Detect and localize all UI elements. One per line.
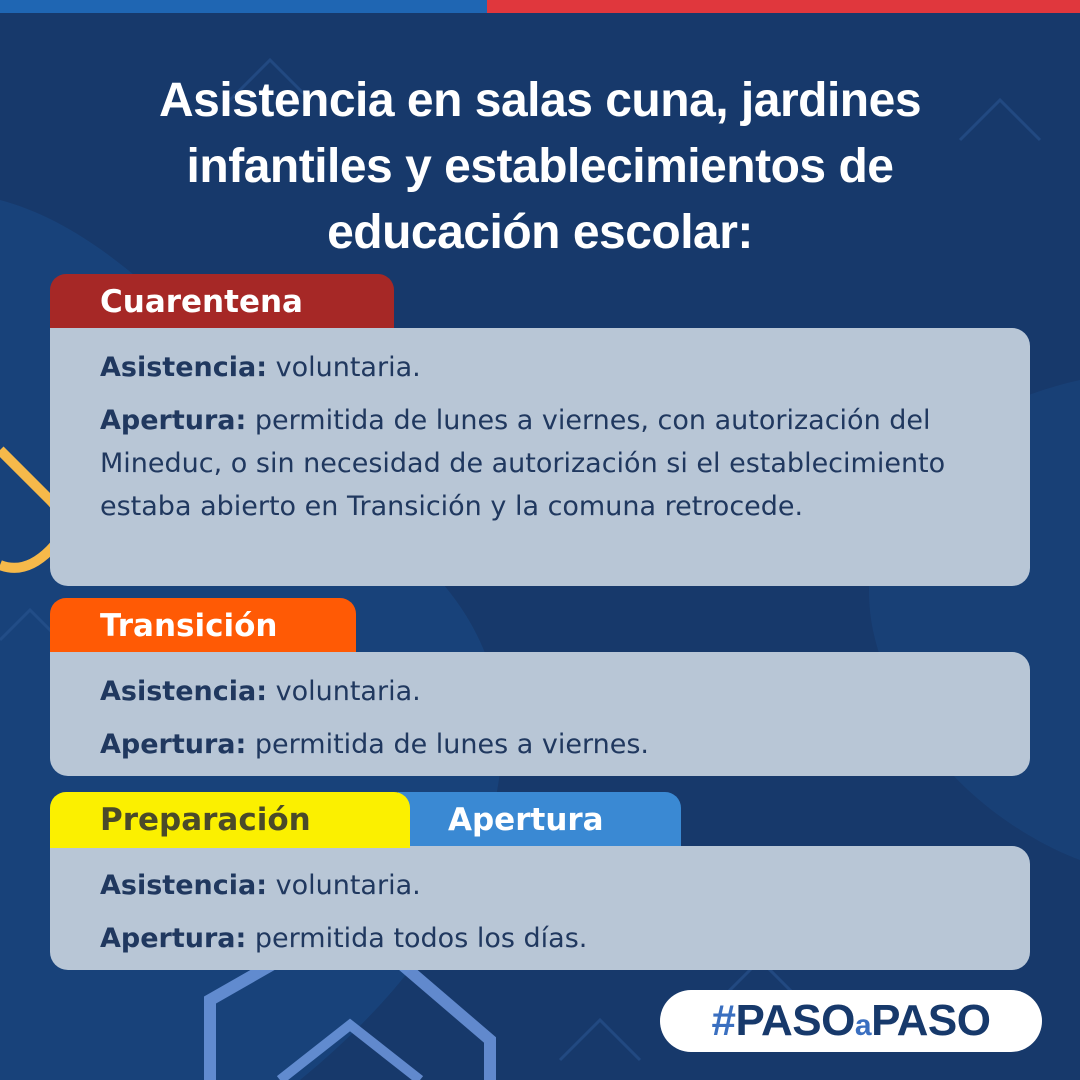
info-row — [100, 346, 990, 389]
card-transicion — [50, 652, 1030, 776]
tab-preparacion: Preparación — [50, 792, 410, 848]
chevron-pattern-icon — [560, 1020, 640, 1060]
info-text: voluntaria. — [275, 870, 421, 901]
info-label: Apertura: — [100, 405, 247, 436]
hashtag-connector: a — [854, 1009, 872, 1042]
hashtag-word-2: PASO — [871, 996, 991, 1045]
card-cuarentena — [50, 328, 1030, 586]
info-text: voluntaria. — [275, 352, 421, 383]
card-preparacion-apertura — [50, 846, 1030, 970]
info-text: voluntaria. — [275, 676, 421, 707]
hashtag-word-1: PASO — [735, 996, 855, 1045]
info-label: Apertura: — [100, 729, 247, 760]
info-label: Asistencia: — [100, 870, 268, 901]
info-row — [100, 864, 990, 907]
tab-transicion: Transición — [50, 598, 356, 654]
hashtag-symbol: # — [711, 996, 736, 1045]
info-text: permitida todos los días. — [254, 923, 588, 954]
tab-cuarentena: Cuarentena — [50, 274, 394, 330]
info-row — [100, 723, 990, 766]
info-label: Asistencia: — [100, 676, 268, 707]
hashtag-paso-a-paso — [660, 990, 1042, 1052]
info-label: Asistencia: — [100, 352, 268, 383]
top-bar-blue — [0, 0, 487, 13]
title-line-3: educación escolar: — [327, 206, 753, 259]
title-line-2: infantiles y establecimientos de — [186, 140, 894, 193]
info-row — [100, 399, 990, 528]
page-title — [60, 68, 1020, 266]
info-text: permitida de lunes a viernes. — [254, 729, 649, 760]
info-text: permitida de lunes a viernes, con autorización del Mineduc, o sin necesidad de autorización si el establecimiento estaba abierto en Transición y la comuna retrocede. — [100, 405, 946, 522]
info-label: Apertura: — [100, 923, 247, 954]
info-row — [100, 670, 990, 713]
tab-apertura: Apertura — [398, 792, 681, 848]
top-bar-red — [487, 0, 1080, 13]
title-line-1: Asistencia en salas cuna, jardines — [158, 74, 922, 127]
info-row — [100, 917, 990, 960]
